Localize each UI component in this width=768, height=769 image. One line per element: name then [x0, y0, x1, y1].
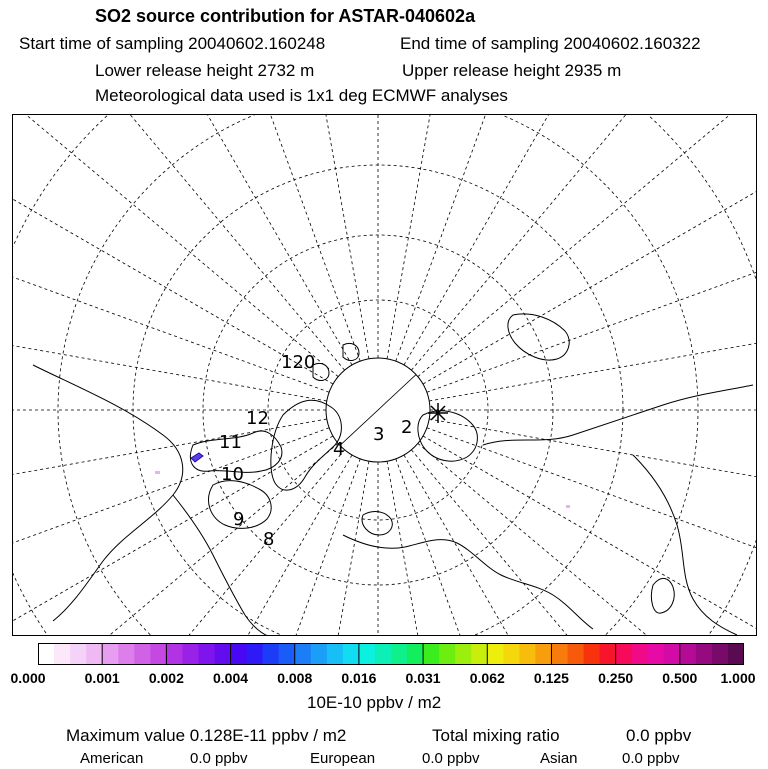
- contribution-cell: [191, 453, 203, 462]
- colorbar-swatch: [712, 643, 729, 665]
- meridian-line: [13, 115, 338, 377]
- colorbar-swatch: [118, 643, 135, 665]
- colorbar-swatch: [616, 643, 633, 665]
- colorbar-swatch: [600, 643, 617, 665]
- meridian-line: [70, 459, 360, 636]
- colorbar-swatch: [70, 643, 87, 665]
- colorbar-swatch: [648, 643, 665, 665]
- colorbar-swatch: [102, 643, 119, 665]
- colorbar-tick-label: 0.002: [148, 670, 184, 686]
- colorbar-swatch: [503, 643, 520, 665]
- coastline-scandinavia: [418, 411, 477, 461]
- colorbar-swatch: [198, 643, 215, 665]
- meridian-line: [396, 459, 686, 636]
- colorbar-tick-label: 0.016: [341, 670, 377, 686]
- colorbar-swatch: [215, 643, 232, 665]
- colorbar-swatch: [343, 643, 360, 665]
- colorbar-swatch: [471, 643, 488, 665]
- colorbar-swatch: [728, 643, 744, 665]
- colorbar-tick-label: 0.008: [277, 670, 313, 686]
- colorbar-tick-label: 0.125: [533, 670, 569, 686]
- meridian-line: [423, 436, 757, 636]
- colorbar-swatch: [359, 643, 376, 665]
- colorbar-tick-label: 0.000: [10, 670, 46, 686]
- meridian-line: [13, 428, 329, 636]
- colorbar-swatch: [439, 643, 456, 665]
- colorbar-swatch: [535, 643, 552, 665]
- day-label: 3: [373, 424, 385, 445]
- lower-release-label: Lower release height 2732 m: [95, 61, 315, 80]
- upper-release-label: Upper release height 2935 m: [402, 61, 622, 80]
- total-mixing-value: 0.0 ppbv: [626, 726, 692, 745]
- colorbar-swatch: [166, 643, 183, 665]
- meridian-line: [396, 115, 686, 361]
- coastlines: [33, 314, 753, 636]
- star-icon: [428, 403, 448, 423]
- colorbar-swatch: [455, 643, 472, 665]
- meridian-line: [13, 254, 327, 401]
- coastline-japan: [651, 578, 674, 613]
- meridian-line: [13, 115, 352, 365]
- colorbar-swatch: [696, 643, 713, 665]
- coastline-alaska: [508, 314, 569, 360]
- coastline-iceland: [362, 512, 392, 535]
- contribution-cell: [155, 471, 160, 474]
- colorbar-swatch: [519, 643, 536, 665]
- meridian-line: [13, 450, 345, 636]
- total-mixing-label: Total mixing ratio: [432, 726, 560, 745]
- region-name-american: American: [80, 750, 144, 767]
- map-title: SO2 source contribution for ASTAR-040602a: [95, 6, 476, 26]
- meridian-line: [404, 455, 757, 636]
- colorbar-swatch: [54, 643, 71, 665]
- colorbar-tick-label: 0.001: [84, 670, 120, 686]
- colorbar-swatch: [150, 643, 167, 665]
- colorbar-swatch: [327, 643, 344, 665]
- colorbar-swatch: [551, 643, 568, 665]
- colorbar-swatch: [295, 643, 312, 665]
- colorbar-swatch: [664, 643, 681, 665]
- colorbar-tick-label: 0.500: [662, 670, 698, 686]
- region-value-american: 0.0 ppbv: [190, 750, 248, 767]
- colorbar-swatch: [182, 643, 199, 665]
- colorbar-tick-label: 1.000: [720, 670, 756, 686]
- day-label: 8: [263, 529, 275, 550]
- colorbar-tick-label: 0.062: [469, 670, 505, 686]
- colorbar-swatch: [38, 643, 55, 665]
- graticule: [13, 115, 757, 636]
- map-canvas: [13, 115, 757, 636]
- polar-map: [12, 114, 757, 636]
- region-value-asian: 0.0 ppbv: [622, 750, 680, 767]
- colorbar-swatch: [375, 643, 392, 665]
- meridian-line: [13, 115, 345, 370]
- coastline-siberia: [483, 385, 753, 445]
- colorbar-swatch: [584, 643, 601, 665]
- meridian-line: [222, 115, 369, 359]
- colorbar-tick-label: 0.031: [405, 670, 441, 686]
- day-labels: [219, 352, 412, 550]
- contribution-cell: [566, 505, 570, 508]
- meridian-line: [427, 115, 757, 392]
- latitude-circle: [13, 115, 757, 636]
- coastline-europe: [343, 535, 593, 629]
- meridian-line: [13, 436, 333, 636]
- colorbar-swatch: [231, 643, 248, 665]
- day-label: 4: [333, 439, 345, 460]
- end-time-label: End time of sampling 20040602.160322: [400, 34, 701, 53]
- latitude-circle: [13, 115, 757, 636]
- met-data-label: Meteorological data used is 1x1 deg ECMWF analyses: [95, 86, 508, 105]
- colorbar-swatch: [263, 643, 280, 665]
- contribution-cells: [155, 453, 570, 508]
- colorbar-swatch: [407, 643, 424, 665]
- day-label: 11: [219, 432, 242, 453]
- colorbar-swatch: [86, 643, 103, 665]
- colorbar-swatch: [423, 643, 440, 665]
- meridian-line: [429, 419, 757, 566]
- colorbar-tick-label: 0.004: [213, 670, 249, 686]
- meridian-line: [418, 115, 757, 377]
- colorbar-swatch: [134, 643, 151, 665]
- day-label: 12: [246, 408, 269, 429]
- region-name-european: European: [310, 750, 376, 767]
- colorbar-swatch: [247, 643, 264, 665]
- coastline-north-america: [33, 365, 271, 636]
- colorbar-swatch: [680, 643, 697, 665]
- meridian-line: [429, 254, 757, 401]
- meridian-line: [70, 115, 360, 361]
- meridian-line: [387, 115, 534, 359]
- colorbar-swatch: [632, 643, 649, 665]
- day-label: 120: [281, 352, 316, 373]
- meridian-line: [13, 443, 338, 636]
- colorbar-swatch: [279, 643, 296, 665]
- region-name-asian: Asian: [540, 750, 578, 767]
- meridian-line: [423, 115, 757, 384]
- day-label: 10: [221, 464, 244, 485]
- max-value-label: Maximum value 0.128E-11 ppbv / m2: [66, 726, 347, 745]
- meridian-line: [13, 115, 329, 392]
- region-value-european: 0.0 ppbv: [422, 750, 480, 767]
- colorbar-unit-label: 10E-10 ppbv / m2: [307, 693, 442, 712]
- colorbar-swatch: [568, 643, 585, 665]
- colorbar-swatch: [311, 643, 328, 665]
- day-label: 2: [401, 417, 413, 438]
- colorbar-swatch: [391, 643, 408, 665]
- meridian-line: [411, 115, 757, 370]
- colorbar: [38, 643, 744, 665]
- colorbar-swatch: [487, 643, 504, 665]
- day-label: 9: [233, 509, 245, 530]
- start-time-label: Start time of sampling 20040602.160248: [19, 34, 326, 53]
- colorbar-tick-label: 0.250: [598, 670, 634, 686]
